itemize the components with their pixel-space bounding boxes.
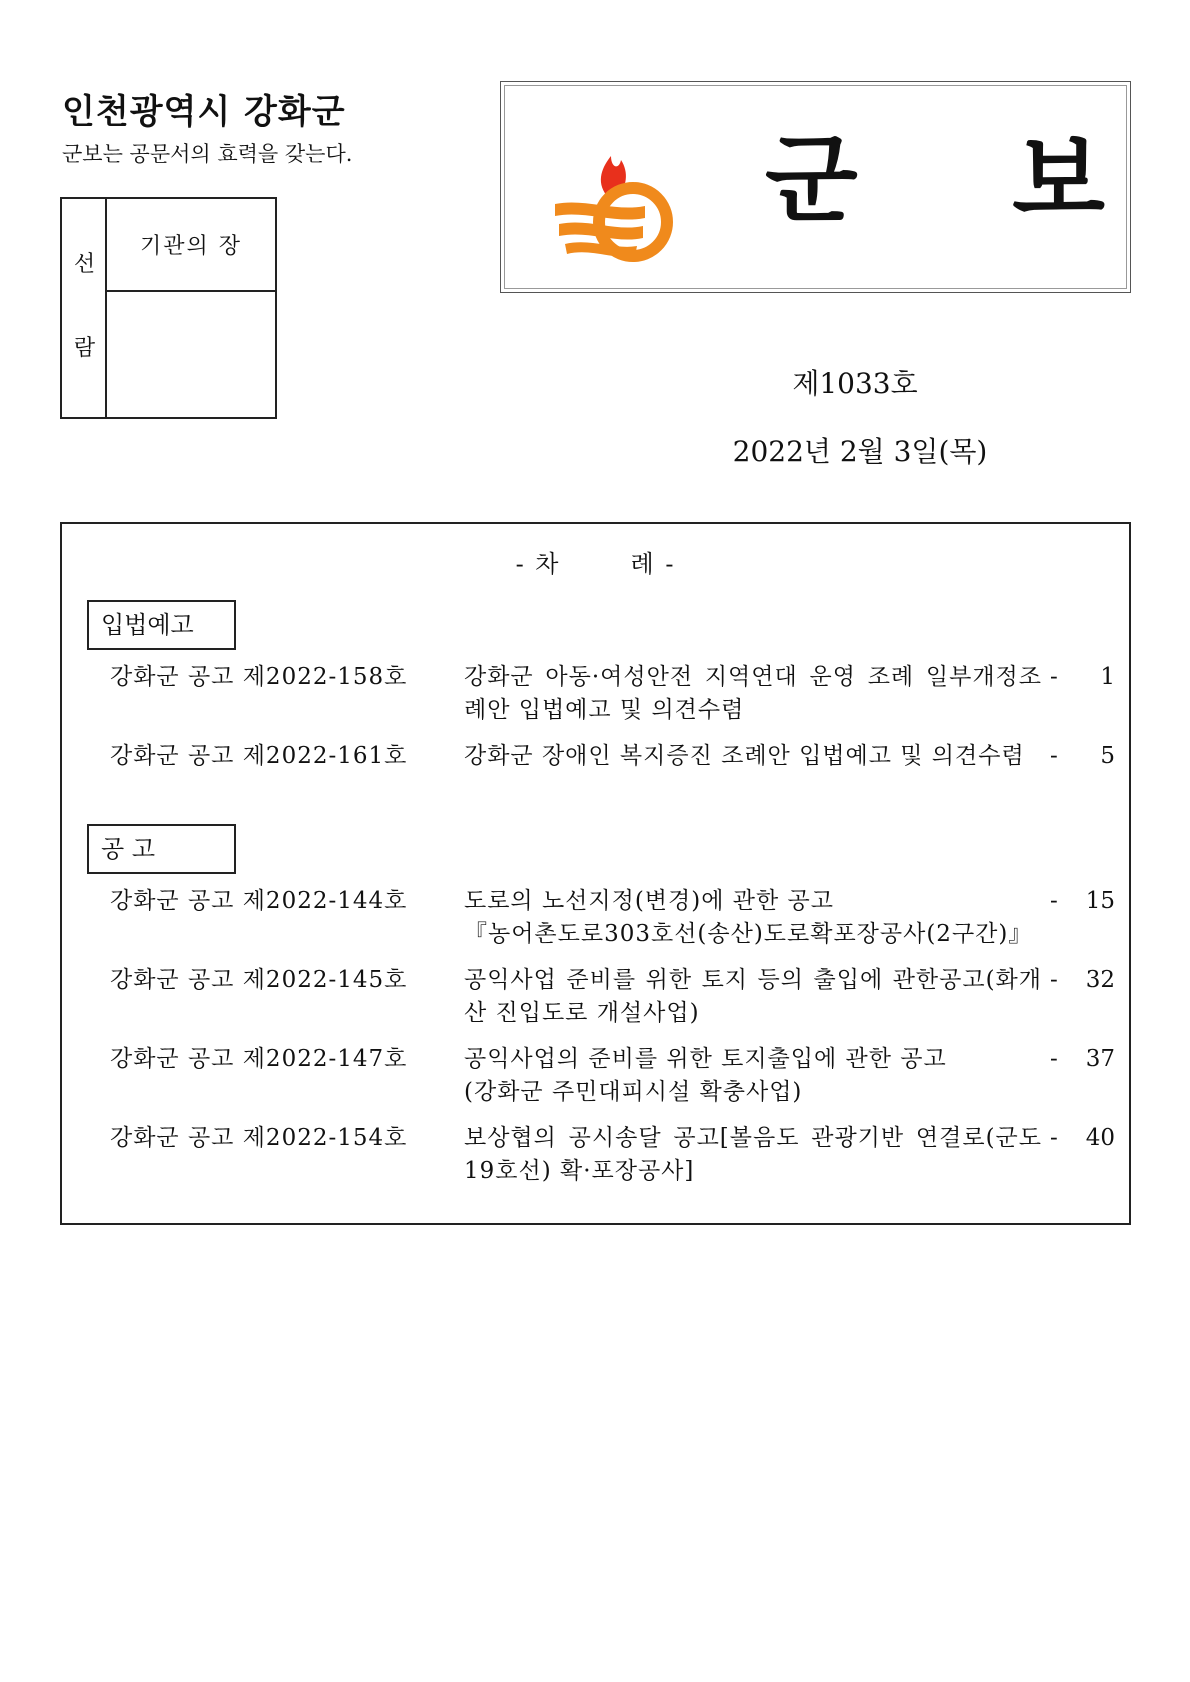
approval-side-char: 람 xyxy=(73,336,96,361)
entry-dash: - xyxy=(1050,1046,1058,1072)
entry-dash: - xyxy=(1050,664,1058,690)
issue-number: 제1033호 xyxy=(792,367,918,400)
entry-dash: - xyxy=(1050,888,1058,914)
approval-side-char: 선 xyxy=(73,252,96,277)
approval-side-column xyxy=(62,199,107,417)
entry-ref: 강화군 공고 제2022-144호 xyxy=(110,888,408,914)
gangwha-flame-logo-icon xyxy=(545,126,685,266)
entry-desc: 공익사업 준비를 위한 토지 등의 출입에 관한공고(화개산 진입도로 개설사업) xyxy=(464,967,1042,1026)
entry-page: 40 xyxy=(1085,1125,1115,1151)
entry-dash: - xyxy=(1050,967,1058,993)
masthead xyxy=(500,81,1131,293)
entry-desc xyxy=(464,885,1042,951)
toc-title-right: 례 - xyxy=(630,550,676,578)
section-label-notice: 공 고 xyxy=(87,824,236,874)
entry-page: 1 xyxy=(1100,664,1115,690)
entry-desc-line: 도로의 노선지정(변경)에 관한 공고 xyxy=(464,888,834,914)
entry-desc: 보상협의 공시송달 공고[볼음도 관광기반 연결로(군도19호선) 확·포장공사] xyxy=(464,1125,1042,1184)
entry-page: 5 xyxy=(1100,743,1115,769)
entry-ref: 강화군 공고 제2022-161호 xyxy=(110,743,408,769)
entry-desc-line: (강화군 주민대피시설 확충사업) xyxy=(464,1079,803,1105)
org-title: 인천광역시 강화군 xyxy=(62,92,346,132)
approval-head-label: 기관의 장 xyxy=(107,199,275,292)
entry-ref: 강화군 공고 제2022-154호 xyxy=(110,1125,408,1151)
entry-desc-line: 공익사업의 준비를 위한 토지출입에 관한 공고 xyxy=(464,1046,947,1072)
entry-ref: 강화군 공고 제2022-145호 xyxy=(110,967,408,993)
issue-date: 2022년 2월 3일(목) xyxy=(732,435,988,468)
toc-title xyxy=(62,544,1129,579)
org-subtitle: 군보는 공문서의 효력을 갖는다. xyxy=(62,142,353,166)
entry-desc: 강화군 아동·여성안전 지역연대 운영 조례 일부개정조례안 입법예고 및 의견수렴 xyxy=(464,664,1042,723)
entry-page: 32 xyxy=(1085,967,1115,993)
entry-ref: 강화군 공고 제2022-147호 xyxy=(110,1046,408,1072)
entry-page: 15 xyxy=(1085,888,1115,914)
entry-desc xyxy=(464,1043,1042,1109)
entry-desc-line: 『농어촌도로303호선(송산)도로확포장공사(2구간)』 xyxy=(464,921,1033,947)
masthead-title-char: 보 xyxy=(1012,124,1105,236)
section-label-legislative-notice: 입법예고 xyxy=(87,600,236,650)
entry-dash: - xyxy=(1050,743,1058,769)
entry-dash: - xyxy=(1050,1125,1058,1151)
toc-title-left: - 차 xyxy=(515,550,561,578)
entry-desc: 강화군 장애인 복지증진 조례안 입법예고 및 의견수렴 xyxy=(464,743,1025,769)
entry-page: 37 xyxy=(1085,1046,1115,1072)
masthead-title xyxy=(765,124,1105,236)
masthead-title-char: 군 xyxy=(765,124,858,236)
entry-ref: 강화군 공고 제2022-158호 xyxy=(110,664,408,690)
table-of-contents xyxy=(60,522,1131,1225)
approval-box xyxy=(60,197,277,419)
